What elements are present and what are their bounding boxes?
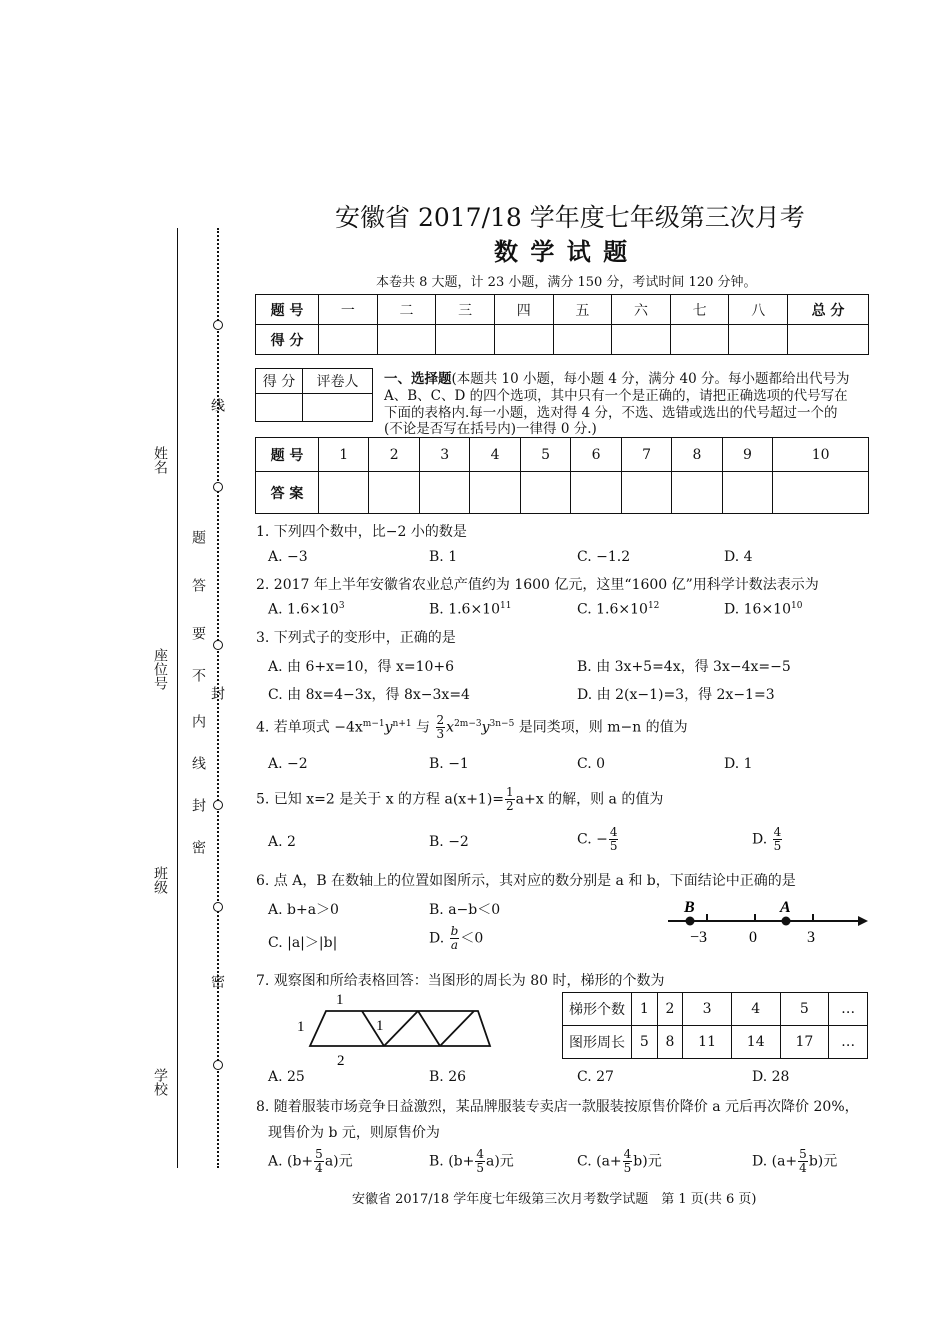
answer-cell: 5 (520, 438, 570, 472)
score-cell: 一 (319, 295, 378, 325)
grader-box (255, 368, 373, 422)
answer-table (255, 437, 869, 514)
number-line-figure (660, 894, 875, 946)
instructions: 本卷共 8 大题，计 23 小题，满分 150 分，考试时间 120 分钟。 (376, 275, 757, 290)
q2-option-b: B. $1.6\times 10^{11}$ (429, 601, 512, 618)
class-label: 班级 (152, 866, 168, 894)
q1-option-c: C. −1.2 (577, 549, 631, 565)
exam-title: 安徽省 2017/18 学年度七年级第三次月考 (335, 203, 805, 232)
score-cell: 六 (612, 295, 671, 325)
score-cell: 题 号 (256, 295, 319, 325)
q1-option-d: D. 4 (724, 549, 753, 565)
answer-input-cell[interactable] (722, 472, 772, 514)
table-row (563, 993, 868, 1026)
score-input-cell[interactable] (436, 325, 495, 355)
seat-label: 座位号 (152, 648, 168, 690)
q8-option-d: D. (a+ $\frac{5}{4}$ b)元 (752, 1147, 838, 1175)
seal-circle (213, 640, 223, 650)
score-cell: 四 (494, 295, 553, 325)
q4-option-d: D. 1 (724, 756, 753, 772)
warning-char: 密 (190, 840, 206, 854)
name-label: 姓名 (152, 446, 168, 474)
tick-label: 0 (749, 929, 757, 946)
table-cell: 梯形个数 (563, 993, 632, 1026)
q5-option-c: C. − $\frac{4}{5}$ (577, 825, 618, 853)
school-label: 学校 (152, 1068, 168, 1096)
answer-table-header-row (256, 438, 869, 472)
seal-circle (213, 1060, 223, 1070)
answer-cell: 题 号 (256, 438, 319, 472)
score-cell: 三 (436, 295, 495, 325)
table-cell: 3 (683, 993, 732, 1026)
table-cell: 1 (632, 993, 658, 1026)
answer-input-cell[interactable] (369, 472, 419, 514)
score-table-header-row (256, 295, 869, 325)
grader-name-label: 评卷人 (303, 369, 373, 394)
score-cell: 总 分 (788, 295, 869, 325)
warning-char: 答 (190, 578, 206, 592)
q7-option-c: C. 27 (577, 1069, 614, 1085)
q6-stem: 6. 点 A，B 在数轴上的位置如图所示，其对应的数分别是 a 和 b，下面结论中正确的是 (256, 873, 796, 889)
answer-input-cell[interactable] (319, 472, 369, 514)
q1-option-a: A. −3 (268, 549, 308, 565)
answer-cell: 9 (722, 438, 772, 472)
seal-circle (213, 482, 223, 492)
fraction: $\frac{2}{3}$ (436, 713, 445, 741)
answer-cell: 3 (419, 438, 469, 472)
q7-option-a: A. 25 (268, 1069, 305, 1085)
q6-option-a: A. b+a＞0 (268, 902, 339, 918)
answer-cell: 4 (470, 438, 520, 472)
q2-option-c: C. $1.6\times 10^{12}$ (577, 601, 660, 618)
table-row (563, 1026, 868, 1059)
q8-stem-line2: 现售价为 b 元，则原售价为 (268, 1125, 440, 1141)
score-table (255, 294, 869, 355)
answer-cell: 8 (672, 438, 722, 472)
table-cell: … (829, 993, 868, 1026)
answer-input-cell[interactable] (571, 472, 621, 514)
score-input-cell[interactable] (729, 325, 788, 355)
q6-option-b: B. a−b＜0 (429, 902, 501, 918)
section1-line4: (不论是否写在括号内)一律得 0 分.) (384, 421, 597, 437)
q3-stem: 3. 下列式子的变形中，正确的是 (256, 630, 456, 646)
q8-stem-line1: 8. 随着服装市场竞争日益激烈，某品牌服装专卖店一款服装按原售价降价 a 元后再次降价 20%， (256, 1099, 859, 1115)
score-input-cell[interactable] (788, 325, 869, 355)
score-cell: 八 (729, 295, 788, 325)
table-cell: 11 (683, 1026, 732, 1059)
q5-option-a: A. 2 (268, 834, 296, 850)
warning-char: 题 (190, 530, 206, 544)
xian-label: 线 (209, 398, 225, 412)
trapezoid-figure (292, 988, 502, 1070)
answer-input-cell[interactable] (419, 472, 469, 514)
q7-option-d: D. 28 (752, 1069, 790, 1085)
table-cell: 4 (731, 993, 780, 1026)
answer-input-cell[interactable] (672, 472, 722, 514)
answer-cell: 1 (319, 438, 369, 472)
q4-option-a: A. −2 (268, 756, 308, 772)
q2-option-d: D. $16\times 10^{10}$ (724, 601, 803, 618)
q4-stem: 4. 若单项式 $-4x^{m-1}y^{n+1}$ 与 $\frac{2}{3}$ $x^{2m-3}y^{3n-5}$ 是同类项，则 m−n 的值为 (256, 713, 688, 741)
score-input-cell[interactable] (319, 325, 378, 355)
name-field[interactable] (164, 228, 165, 438)
q5-option-b: B. −2 (429, 834, 469, 850)
answer-cell: 2 (369, 438, 419, 472)
answer-input-cell[interactable] (621, 472, 671, 514)
fig-label-bottom: 2 (337, 1053, 345, 1069)
grader-score-label: 得 分 (256, 369, 303, 394)
point-a (782, 917, 791, 926)
q3-option-d: D. 由 2(x−1)=3，得 2x−1=3 (577, 687, 775, 703)
table-cell: 17 (780, 1026, 829, 1059)
q1-option-b: B. 1 (429, 549, 458, 565)
subject-title: 数 学 试 题 (494, 237, 630, 266)
point-b (686, 917, 695, 926)
answer-cell: 10 (773, 438, 869, 472)
section1-line2: A、B、C、D 的四个选项，其中只有一个是正确的，请把正确选项的代号写在 (384, 388, 848, 404)
fraction: $\frac{1}{2}$ (506, 785, 514, 813)
binding-line (177, 228, 178, 1168)
answer-cell: 答 案 (256, 472, 319, 514)
q5-option-d: D. $\frac{4}{5}$ (752, 825, 782, 853)
mi-label: 密 (209, 974, 225, 988)
score-cell: 五 (553, 295, 612, 325)
tick-label: −3 (690, 929, 708, 946)
answer-input-cell[interactable] (520, 472, 570, 514)
answer-table-answer-row (256, 472, 869, 514)
tick-label: 3 (807, 929, 815, 946)
q8-option-a: A. (b+ $\frac{5}{4}$ a)元 (268, 1147, 353, 1175)
seal-circle (213, 902, 223, 912)
q7-table (562, 992, 868, 1059)
label-a: A (780, 899, 791, 916)
seal-circle (213, 800, 223, 810)
q8-option-b: B. (b+ $\frac{4}{5}$ a)元 (429, 1147, 514, 1175)
score-input-cell[interactable] (670, 325, 729, 355)
score-input-cell[interactable] (494, 325, 553, 355)
q3-option-b: B. 由 3x+5=4x，得 3x−4x=−5 (577, 659, 791, 675)
grader-score-input[interactable] (256, 394, 303, 422)
warning-char: 线 (190, 756, 206, 770)
section1-heading: 一、选择题 (384, 371, 452, 387)
table-cell: 图形周长 (563, 1026, 632, 1059)
q5-stem: 5. 已知 x=2 是关于 x 的方程 a(x+1)= $\frac{1}{2}$ a+x 的解，则 a 的值为 (256, 785, 664, 813)
score-input-cell[interactable] (377, 325, 436, 355)
answer-cell: 7 (621, 438, 671, 472)
fig-label-left: 1 (297, 1019, 305, 1035)
arrow-right-icon (858, 916, 868, 926)
warning-char: 不 (190, 668, 206, 682)
page-footer: 安徽省 2017/18 学年度七年级第三次月考数学试题 第 1 页(共 6 页) (352, 1192, 757, 1207)
section1-text1: (本题共 10 小题，每小题 4 分，满分 40 分。每小题都给出代号为 (451, 371, 850, 387)
q7-option-b: B. 26 (429, 1069, 467, 1085)
q6-option-d: D. $\frac{b}{a}$ ＜0 (429, 924, 484, 952)
fig-label-mid: 1 (376, 1018, 384, 1034)
score-cell: 二 (377, 295, 436, 325)
table-cell: 5 (780, 993, 829, 1026)
q8-option-c: C. (a+ $\frac{4}{5}$ b)元 (577, 1147, 662, 1175)
label-b: B (684, 899, 695, 916)
q2-option-a: A. $1.6\times 10^3$ (268, 601, 345, 618)
warning-char: 要 (190, 626, 206, 640)
score-cell: 七 (670, 295, 729, 325)
table-cell: 5 (632, 1026, 658, 1059)
answer-cell: 6 (571, 438, 621, 472)
q4-option-c: C. 0 (577, 756, 606, 772)
fig-label-top: 1 (336, 992, 344, 1008)
answer-input-cell[interactable] (470, 472, 520, 514)
warning-char: 内 (190, 714, 206, 728)
score-cell: 得 分 (256, 325, 319, 355)
warning-char: 封 (190, 798, 206, 812)
seal-circle (213, 320, 223, 330)
score-table-score-row (256, 325, 869, 355)
answer-input-cell[interactable] (773, 472, 869, 514)
q4-option-b: B. −1 (429, 756, 469, 772)
q6-option-c: C. |a|＞|b| (268, 935, 338, 951)
table-cell: 8 (657, 1026, 683, 1059)
table-cell: … (829, 1026, 868, 1059)
score-input-cell[interactable] (553, 325, 612, 355)
q2-stem: 2. 2017 年上半年安徽省农业总产值约为 1600 亿元，这里“1600 亿”用科学计数法表示为 (256, 577, 819, 593)
table-cell: 2 (657, 993, 683, 1026)
q3-option-a: A. 由 6+x=10，得 x=10+6 (268, 659, 455, 675)
grader-name-input[interactable] (303, 394, 373, 422)
table-cell: 14 (731, 1026, 780, 1059)
section1-line3: 下面的表格内.每一小题，选对得 4 分，不选、选错或选出的代号超过一个的 (384, 405, 838, 421)
warning-column (188, 530, 204, 870)
q1-stem: 1. 下列四个数中，比−2 小的数是 (256, 524, 467, 540)
feng-label: 封 (209, 686, 225, 700)
q3-option-c: C. 由 8x=4−3x，得 8x−3x=4 (268, 687, 470, 703)
q7-stem: 7. 观察图和所给表格回答：当图形的周长为 80 时，梯形的个数为 (256, 973, 665, 989)
score-input-cell[interactable] (612, 325, 671, 355)
